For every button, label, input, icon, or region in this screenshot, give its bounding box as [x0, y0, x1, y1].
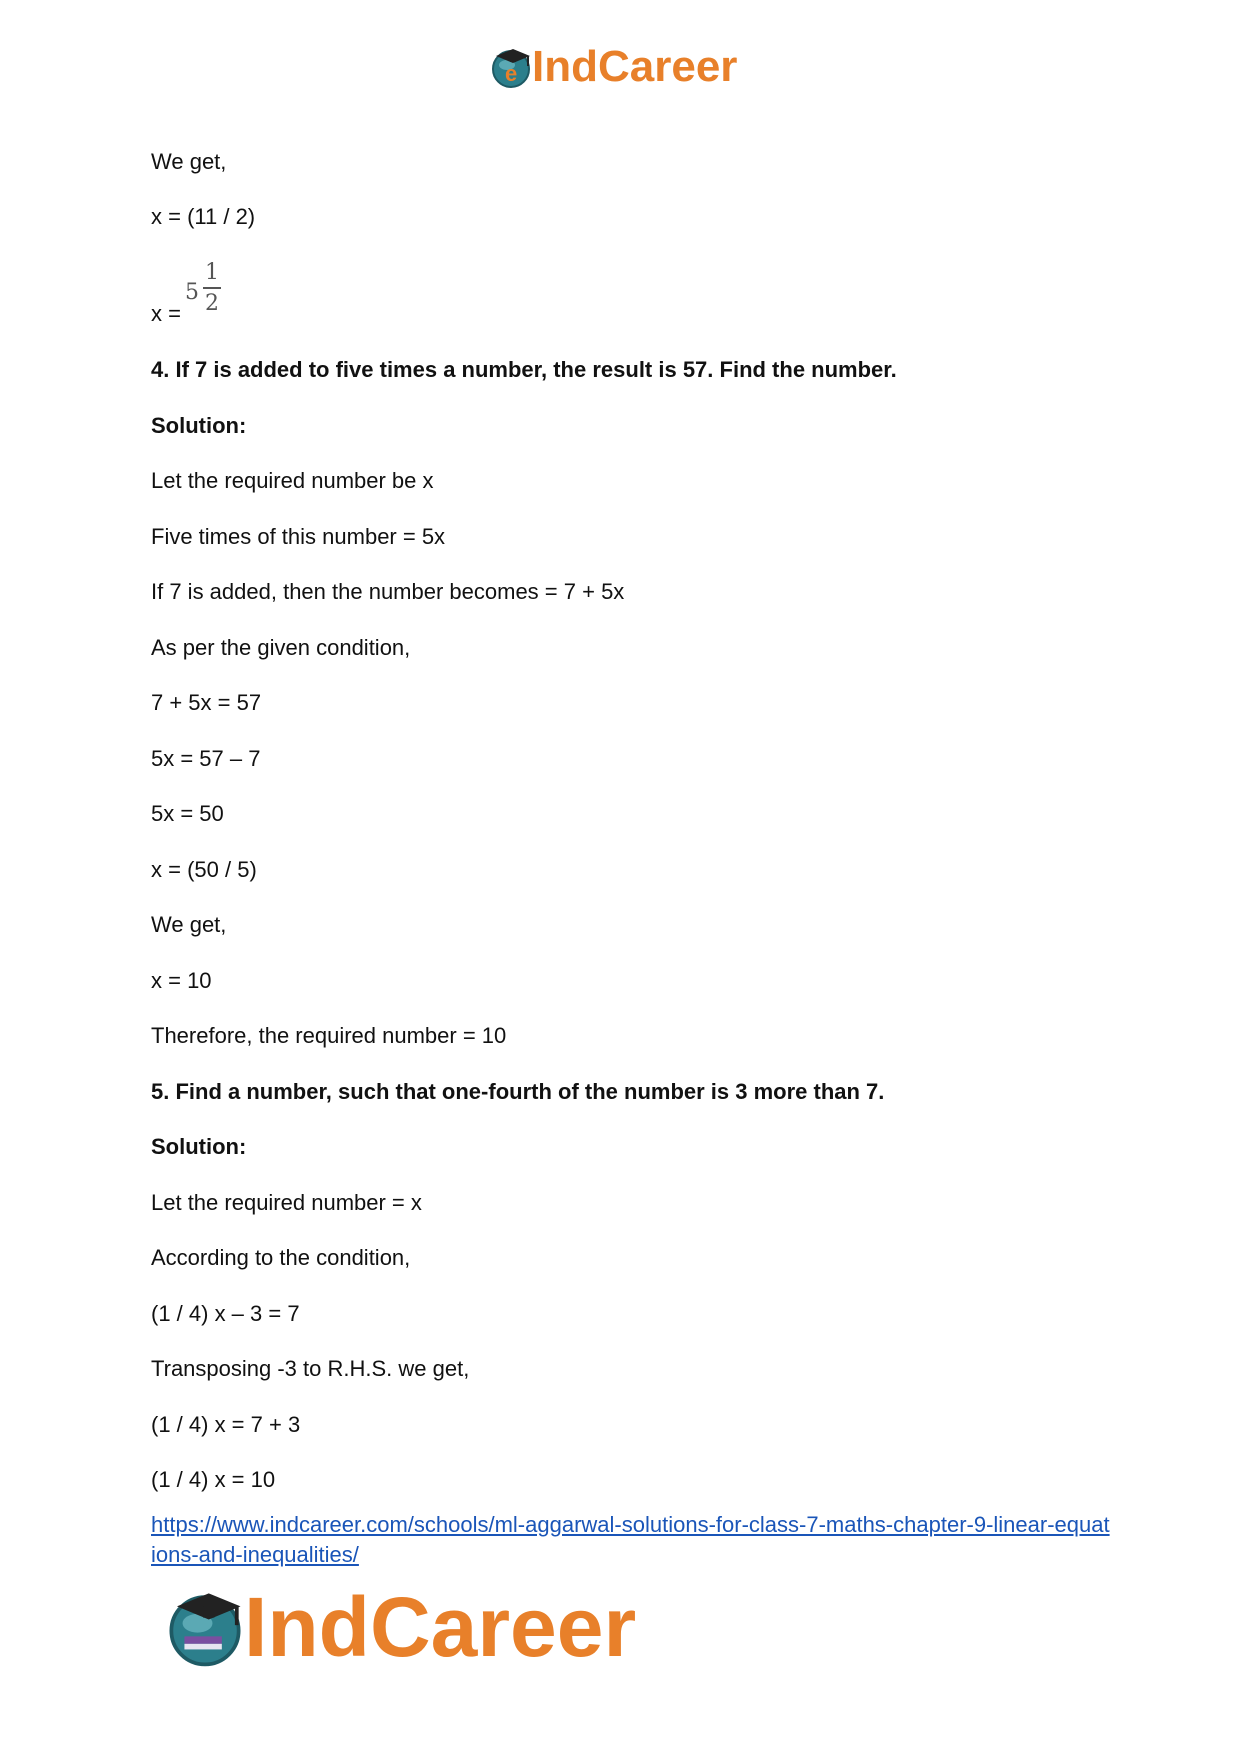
text-line: (1 / 4) x – 3 = 7 [151, 1301, 300, 1326]
text-line: Let the required number = x [151, 1190, 422, 1215]
text-line: 7 + 5x = 57 [151, 690, 262, 715]
graduate-globe-icon [162, 1584, 248, 1670]
heading-line: 5. Find a number, such that one-fourth of the number is 3 more than 7. [151, 1079, 885, 1104]
graduate-globe-icon [488, 44, 534, 90]
source-link[interactable]: https://www.indcareer.com/schools/ml-aggarwal-solutions-for-class-7-maths-chapter-9-linear-equations-and-inequalities/ [151, 1512, 1110, 1567]
heading-line: 4. If 7 is added to five times a number, the result is 57. Find the number. [151, 357, 897, 382]
text-line: 5x = 57 – 7 [151, 746, 261, 771]
heading-line: Solution: [151, 413, 247, 438]
text-line: x = (50 / 5) [151, 857, 257, 882]
footer-logo [162, 1582, 636, 1672]
fraction-whole: 5 [185, 280, 199, 305]
logo-wordmark: IndCareer [532, 42, 738, 91]
text-line: According to the condition, [151, 1245, 411, 1270]
text-line: Five times of this number = 5x [151, 524, 446, 549]
fraction-bar [203, 287, 221, 289]
heading-line: Solution: [151, 1134, 247, 1159]
text-line: Transposing -3 to R.H.S. we get, [151, 1356, 470, 1381]
text-line: As per the given condition, [151, 635, 411, 660]
text-line: (1 / 4) x = 7 + 3 [151, 1412, 301, 1437]
text-line: 5x = 50 [151, 801, 224, 826]
text-line: (1 / 4) x = 10 [151, 1467, 276, 1492]
text-line: If 7 is added, then the number becomes = 7 + 5x [151, 579, 625, 604]
text-line: Therefore, the required number = 10 [151, 1023, 507, 1048]
fraction [203, 260, 221, 317]
logo-wordmark: IndCareer [244, 1580, 637, 1674]
svg-text:e: e [505, 61, 518, 86]
text-line: x = 10 [151, 968, 212, 993]
text-line: x = (11 / 2) [151, 204, 256, 229]
fraction-numerator: 1 [205, 260, 219, 285]
fraction-denominator: 2 [205, 291, 219, 316]
text-line: We get, [151, 912, 227, 937]
text-line: We get, [151, 149, 227, 174]
text-line: Let the required number be x [151, 468, 434, 493]
equation-prefix: x = [151, 301, 181, 326]
header-logo [488, 42, 737, 92]
